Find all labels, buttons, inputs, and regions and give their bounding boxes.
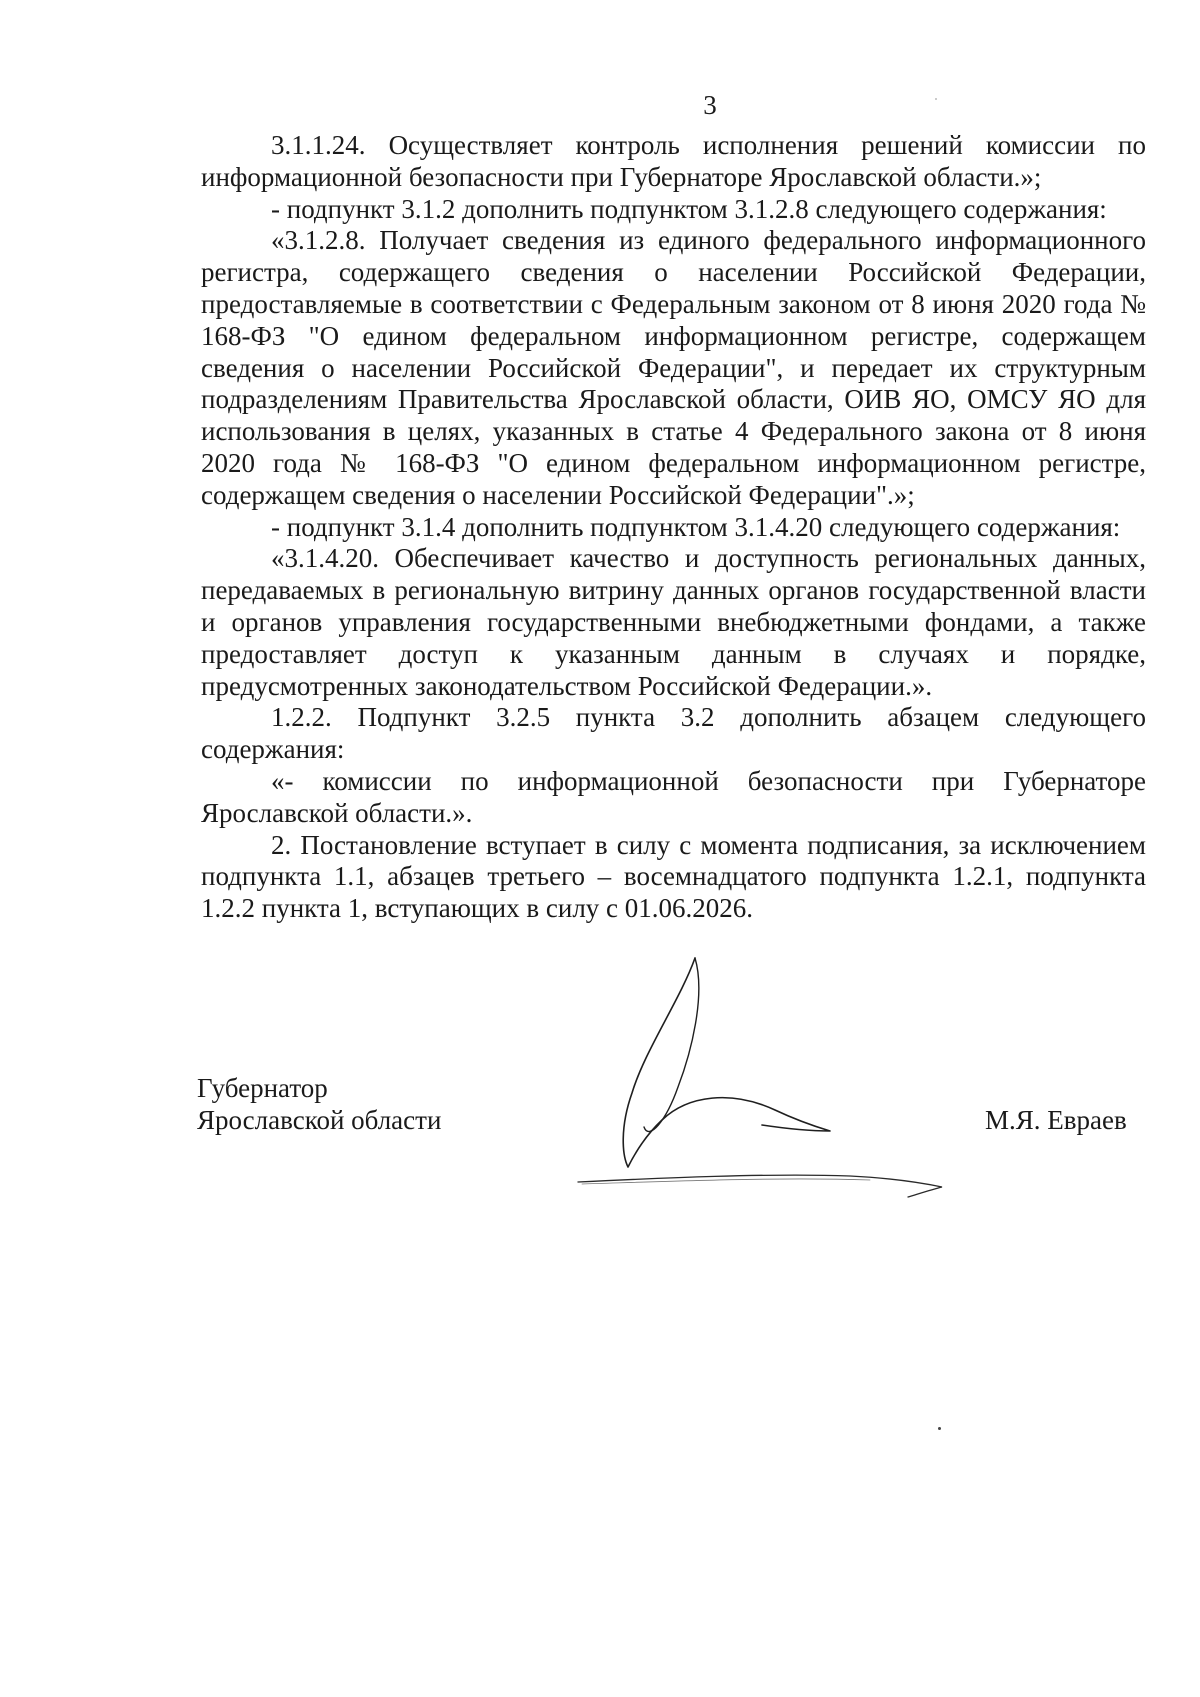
- document-body: [201, 130, 1146, 925]
- scan-speck: [938, 1427, 941, 1430]
- page-number: 3: [703, 90, 717, 120]
- handwritten-signature: [570, 955, 990, 1215]
- paragraph-amend-3-1-4: - подпункт 3.1.4 дополнить подпунктом 3.1.4.20 следующего содержания:: [271, 511, 1121, 542]
- paragraph-1-2-2: 1.2.2. Подпункт 3.2.5 пункта 3.2 дополнить абзацем следующего содержания:: [201, 702, 1146, 765]
- paragraph-3-1-1-24: 3.1.1.24. Осуществляет контроль исполнения решений комиссии по информационной безопасности при Губернаторе Ярославской области.»;: [201, 130, 1146, 192]
- signatory-name: М.Я. Евраев: [985, 1105, 1127, 1135]
- signatory-title-line1: Губернатор: [197, 1073, 328, 1103]
- paragraph-3-1-4-20: «3.1.4.20. Обеспечивает качество и доступность региональных данных, передаваемых в региональную витрину данных органов государственной власти и органов управления государственными внебюджетными фондами, а также предоставляет доступ к указанным данным в случаях и порядке, предусмотренных законодательством Российской Федерации.».: [201, 543, 1146, 701]
- paragraph-3-1-2-8: «3.1.2.8. Получает сведения из единого федерального информационного регистра, содержащего сведения о населении Российской Федерации, предоставляемые в соответствии с Федеральным законом от 8 июня 2020 года № 168-ФЗ "О едином федеральном информационном регистре, содержащем сведения о населении Российской Федерации", и передает их структурным подразделениям Правительства Ярославской области, ОИВ ЯО, ОМСУ ЯО для использования в целях, указанных в статье 4 Федерального закона от 8 июня 2020 года № 168-ФЗ "О едином федеральном информационном регистре, содержащем сведения о населении Российской Федерации".»;: [201, 225, 1146, 510]
- paragraph-effective-date: 2. Постановление вступает в силу с момента подписания, за исключением подпункта 1.1, абзацев третьего – восемнадцатого подпункта 1.2.1, подпункта 1.2.2 пункта 1, вступающих в силу с 01.06.2026.: [201, 829, 1146, 924]
- scan-speck: [935, 98, 937, 100]
- signatory-title: [197, 1072, 441, 1136]
- paragraph-commission: «- комиссии по информационной безопасности при Губернаторе Ярославской области.».: [201, 765, 1146, 828]
- signatory-title-line2: Ярославской области: [197, 1105, 442, 1135]
- paragraph-amend-3-1-2: - подпункт 3.1.2 дополнить подпунктом 3.1.2.8 следующего содержания:: [271, 193, 1107, 224]
